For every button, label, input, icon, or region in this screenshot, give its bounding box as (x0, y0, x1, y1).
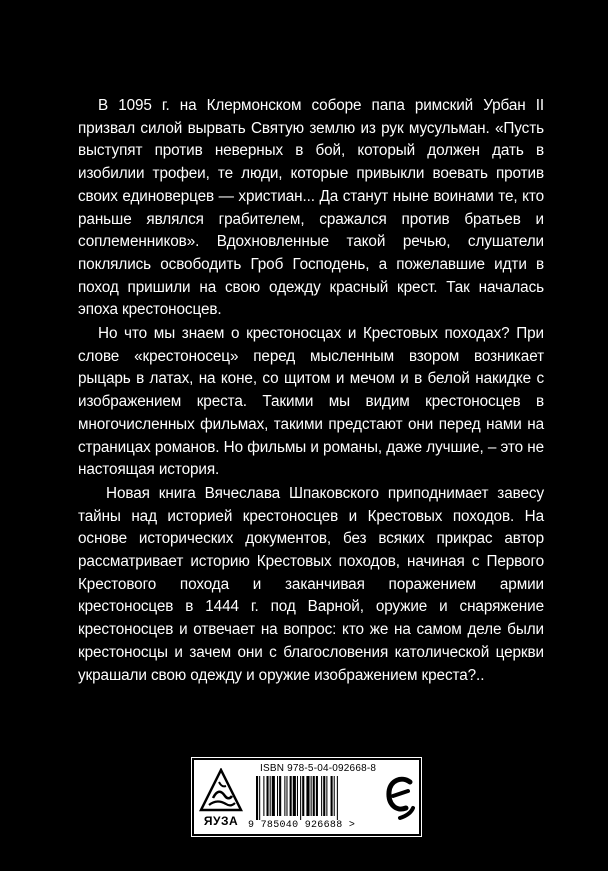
eksmo-logo (384, 774, 416, 822)
barcode-block (248, 763, 378, 833)
isbn-text: ISBN 978-5-04-092668-8 (260, 763, 377, 774)
yauza-logo-text: ЯУЗА (203, 814, 239, 828)
paragraph-2: Но что мы знаем о крестоносцах и Крестовых походах? При слове «крестоносец» перед мысленным взором возникает рыцарь в латах, на коне, со щитом и мечом и в белой накидке с изображением креста. Такими мы видим крестоносцев в многочисленных фильмах, такими предстают они перед нами на страницах романов. Но фильмы и романы, даже лучшие, – это не настоящая история. (78, 325, 544, 479)
barcode-icon (256, 776, 370, 820)
yauza-logo (199, 768, 243, 828)
paragraph-3: Новая книга Вячеслава Шпаковского приподнимает завесу тайны над историей крестоносцев и Крестовых походов. На основе исторических документов, без всяких прикрас автор рассматривает историю Крестовых походов, начиная с Первого Крестового похода и заканчивая поражением армии крестоносцев в 1444 г. под Варной, оружие и снаряжение крестоносцев и отвечает на вопрос: кто же на самом деле были крестоносцы и зачем они с благословения католической церкви украшали свою одежду и оружие изображением креста?.. (78, 484, 544, 684)
paragraph-1: В 1095 г. на Клермонском соборе папа римский Урбан II призвал силой вырвать Святую землю из рук мусульман. «Пусть выступят против неверных в бой, который должен дать в изобилии трофеи, те люди, которые привыкли воевать против своих единоверцев — христиан... Да станут ныне воинами те, кто раньше являлся грабителем, сражался против братьев и соплеменников». Вдохновленные такой речью, слушатели поклялись освободить Гроб Господень, а пожелавшие идти в поход пришили на свою одежду красный крест. Так началась эпоха крестоносцев. (78, 97, 544, 319)
eksmo-e-icon (384, 774, 416, 822)
barcode-digits: 9 785040 926688 > (248, 820, 356, 831)
publisher-panel (192, 758, 421, 836)
yauza-emblem-icon (199, 768, 243, 814)
annotation-text (78, 95, 544, 687)
